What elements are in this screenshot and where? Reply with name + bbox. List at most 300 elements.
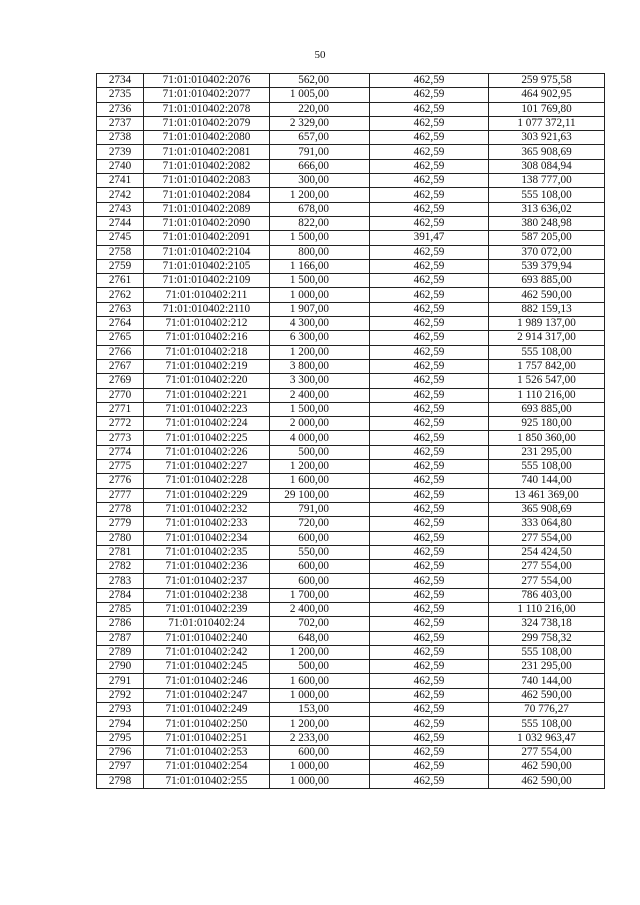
table-row	[97, 402, 605, 416]
area-cell: 791,00	[270, 502, 370, 516]
table-row	[97, 660, 605, 674]
cadastral-number-cell: 71:01:010402:2078	[144, 102, 270, 116]
cadastral-number-cell: 71:01:010402:233	[144, 517, 270, 531]
table-row	[97, 445, 605, 459]
total-value-cell: 259 975,58	[489, 74, 605, 88]
total-value-cell: 740 144,00	[489, 474, 605, 488]
row-number-cell: 2775	[97, 460, 144, 474]
cadastral-number-cell: 71:01:010402:226	[144, 445, 270, 459]
table-row	[97, 602, 605, 616]
table-row	[97, 131, 605, 145]
table-row	[97, 159, 605, 173]
area-cell: 500,00	[270, 660, 370, 674]
total-value-cell: 786 403,00	[489, 588, 605, 602]
row-number-cell: 2742	[97, 188, 144, 202]
total-value-cell: 380 248,98	[489, 216, 605, 230]
total-value-cell: 308 084,94	[489, 159, 605, 173]
table-body	[97, 74, 605, 789]
row-number-cell: 2743	[97, 202, 144, 216]
row-number-cell: 2794	[97, 717, 144, 731]
area-cell: 1 200,00	[270, 717, 370, 731]
total-value-cell: 1 989 137,00	[489, 317, 605, 331]
rate-cell: 462,59	[370, 88, 489, 102]
area-cell: 2 233,00	[270, 731, 370, 745]
total-value-cell: 303 921,63	[489, 131, 605, 145]
rate-cell: 462,59	[370, 688, 489, 702]
cadastral-number-cell: 71:01:010402:240	[144, 631, 270, 645]
rate-cell: 462,59	[370, 574, 489, 588]
cadastral-number-cell: 71:01:010402:237	[144, 574, 270, 588]
table-row	[97, 488, 605, 502]
area-cell: 2 329,00	[270, 116, 370, 130]
area-cell: 220,00	[270, 102, 370, 116]
cadastral-number-cell: 71:01:010402:2110	[144, 302, 270, 316]
table-row	[97, 731, 605, 745]
area-cell: 1 200,00	[270, 645, 370, 659]
total-value-cell: 462 590,00	[489, 774, 605, 788]
area-cell: 1 000,00	[270, 688, 370, 702]
table-row	[97, 574, 605, 588]
rate-cell: 462,59	[370, 131, 489, 145]
area-cell: 3 800,00	[270, 359, 370, 373]
area-cell: 600,00	[270, 531, 370, 545]
area-cell: 1 700,00	[270, 588, 370, 602]
area-cell: 1 000,00	[270, 774, 370, 788]
row-number-cell: 2758	[97, 245, 144, 259]
area-cell: 702,00	[270, 617, 370, 631]
cadastral-number-cell: 71:01:010402:2105	[144, 259, 270, 273]
row-number-cell: 2776	[97, 474, 144, 488]
row-number-cell: 2793	[97, 703, 144, 717]
table-row	[97, 703, 605, 717]
rate-cell: 462,59	[370, 588, 489, 602]
cadastral-number-cell: 71:01:010402:245	[144, 660, 270, 674]
area-cell: 1 500,00	[270, 274, 370, 288]
row-number-cell: 2764	[97, 317, 144, 331]
row-number-cell: 2782	[97, 560, 144, 574]
row-number-cell: 2787	[97, 631, 144, 645]
row-number-cell: 2736	[97, 102, 144, 116]
rate-cell: 462,59	[370, 674, 489, 688]
rate-cell: 462,59	[370, 259, 489, 273]
table-row	[97, 560, 605, 574]
cadastral-number-cell: 71:01:010402:239	[144, 602, 270, 616]
cadastral-number-cell: 71:01:010402:212	[144, 317, 270, 331]
total-value-cell: 925 180,00	[489, 417, 605, 431]
row-number-cell: 2738	[97, 131, 144, 145]
rate-cell: 462,59	[370, 502, 489, 516]
row-number-cell: 2734	[97, 74, 144, 88]
rate-cell: 462,59	[370, 116, 489, 130]
row-number-cell: 2740	[97, 159, 144, 173]
row-number-cell: 2765	[97, 331, 144, 345]
cadastral-number-cell: 71:01:010402:2082	[144, 159, 270, 173]
total-value-cell: 324 738,18	[489, 617, 605, 631]
cadastral-number-cell: 71:01:010402:211	[144, 288, 270, 302]
cadastral-number-cell: 71:01:010402:2109	[144, 274, 270, 288]
row-number-cell: 2771	[97, 402, 144, 416]
rate-cell: 462,59	[370, 531, 489, 545]
table-row	[97, 359, 605, 373]
area-cell: 648,00	[270, 631, 370, 645]
rate-cell: 462,59	[370, 245, 489, 259]
area-cell: 1 000,00	[270, 288, 370, 302]
cadastral-number-cell: 71:01:010402:220	[144, 374, 270, 388]
row-number-cell: 2741	[97, 174, 144, 188]
rate-cell: 462,59	[370, 159, 489, 173]
area-cell: 2 400,00	[270, 602, 370, 616]
table-row	[97, 502, 605, 516]
area-cell: 550,00	[270, 545, 370, 559]
area-cell: 720,00	[270, 517, 370, 531]
rate-cell: 462,59	[370, 631, 489, 645]
row-number-cell: 2786	[97, 617, 144, 631]
table-row	[97, 760, 605, 774]
rate-cell: 462,59	[370, 474, 489, 488]
total-value-cell: 555 108,00	[489, 645, 605, 659]
cadastral-value-table	[96, 73, 605, 789]
table-row	[97, 774, 605, 788]
row-number-cell: 2745	[97, 231, 144, 245]
total-value-cell: 277 554,00	[489, 531, 605, 545]
cadastral-number-cell: 71:01:010402:251	[144, 731, 270, 745]
row-number-cell: 2780	[97, 531, 144, 545]
total-value-cell: 693 885,00	[489, 274, 605, 288]
area-cell: 4 300,00	[270, 317, 370, 331]
rate-cell: 462,59	[370, 216, 489, 230]
table-row	[97, 174, 605, 188]
rate-cell: 462,59	[370, 731, 489, 745]
row-number-cell: 2796	[97, 745, 144, 759]
total-value-cell: 333 064,80	[489, 517, 605, 531]
table-row	[97, 417, 605, 431]
row-number-cell: 2789	[97, 645, 144, 659]
rate-cell: 462,59	[370, 302, 489, 316]
rate-cell: 462,59	[370, 202, 489, 216]
rate-cell: 462,59	[370, 660, 489, 674]
area-cell: 1 000,00	[270, 760, 370, 774]
row-number-cell: 2785	[97, 602, 144, 616]
area-cell: 1 200,00	[270, 188, 370, 202]
page-number: 50	[314, 49, 326, 61]
total-value-cell: 740 144,00	[489, 674, 605, 688]
area-cell: 300,00	[270, 174, 370, 188]
rate-cell: 462,59	[370, 359, 489, 373]
area-cell: 6 300,00	[270, 331, 370, 345]
total-value-cell: 138 777,00	[489, 174, 605, 188]
rate-cell: 462,59	[370, 331, 489, 345]
total-value-cell: 693 885,00	[489, 402, 605, 416]
table-row	[97, 674, 605, 688]
rate-cell: 462,59	[370, 388, 489, 402]
rate-cell: 462,59	[370, 317, 489, 331]
area-cell: 153,00	[270, 703, 370, 717]
row-number-cell: 2773	[97, 431, 144, 445]
rate-cell: 462,59	[370, 402, 489, 416]
row-number-cell: 2772	[97, 417, 144, 431]
area-cell: 600,00	[270, 574, 370, 588]
total-value-cell: 882 159,13	[489, 302, 605, 316]
cadastral-number-cell: 71:01:010402:218	[144, 345, 270, 359]
rate-cell: 462,59	[370, 345, 489, 359]
table-row	[97, 202, 605, 216]
cadastral-number-cell: 71:01:010402:250	[144, 717, 270, 731]
rate-cell: 462,59	[370, 145, 489, 159]
area-cell: 4 000,00	[270, 431, 370, 445]
area-cell: 822,00	[270, 216, 370, 230]
cadastral-number-cell: 71:01:010402:221	[144, 388, 270, 402]
cadastral-number-cell: 71:01:010402:246	[144, 674, 270, 688]
rate-cell: 462,59	[370, 417, 489, 431]
rate-cell: 391,47	[370, 231, 489, 245]
cadastral-number-cell: 71:01:010402:2076	[144, 74, 270, 88]
rate-cell: 462,59	[370, 74, 489, 88]
cadastral-number-cell: 71:01:010402:2081	[144, 145, 270, 159]
row-number-cell: 2763	[97, 302, 144, 316]
row-number-cell: 2795	[97, 731, 144, 745]
table-row	[97, 74, 605, 88]
cadastral-number-cell: 71:01:010402:232	[144, 502, 270, 516]
row-number-cell: 2739	[97, 145, 144, 159]
row-number-cell: 2790	[97, 660, 144, 674]
rate-cell: 462,59	[370, 745, 489, 759]
area-cell: 1 500,00	[270, 402, 370, 416]
row-number-cell: 2744	[97, 216, 144, 230]
area-cell: 1 005,00	[270, 88, 370, 102]
row-number-cell: 2762	[97, 288, 144, 302]
total-value-cell: 1 757 842,00	[489, 359, 605, 373]
area-cell: 1 600,00	[270, 474, 370, 488]
rate-cell: 462,59	[370, 602, 489, 616]
rate-cell: 462,59	[370, 431, 489, 445]
cadastral-number-cell: 71:01:010402:2084	[144, 188, 270, 202]
rate-cell: 462,59	[370, 517, 489, 531]
table-row	[97, 302, 605, 316]
row-number-cell: 2797	[97, 760, 144, 774]
total-value-cell: 370 072,00	[489, 245, 605, 259]
table-row	[97, 231, 605, 245]
total-value-cell: 462 590,00	[489, 288, 605, 302]
table-row	[97, 588, 605, 602]
total-value-cell: 2 914 317,00	[489, 331, 605, 345]
area-cell: 1 907,00	[270, 302, 370, 316]
row-number-cell: 2781	[97, 545, 144, 559]
area-cell: 29 100,00	[270, 488, 370, 502]
rate-cell: 462,59	[370, 460, 489, 474]
cadastral-number-cell: 71:01:010402:228	[144, 474, 270, 488]
rate-cell: 462,59	[370, 174, 489, 188]
cadastral-number-cell: 71:01:010402:2079	[144, 116, 270, 130]
total-value-cell: 299 758,32	[489, 631, 605, 645]
total-value-cell: 539 379,94	[489, 259, 605, 273]
cadastral-number-cell: 71:01:010402:229	[144, 488, 270, 502]
row-number-cell: 2798	[97, 774, 144, 788]
total-value-cell: 1 850 360,00	[489, 431, 605, 445]
area-cell: 2 400,00	[270, 388, 370, 402]
row-number-cell: 2735	[97, 88, 144, 102]
cadastral-number-cell: 71:01:010402:227	[144, 460, 270, 474]
area-cell: 2 000,00	[270, 417, 370, 431]
row-number-cell: 2779	[97, 517, 144, 531]
row-number-cell: 2784	[97, 588, 144, 602]
cadastral-number-cell: 71:01:010402:2080	[144, 131, 270, 145]
rate-cell: 462,59	[370, 645, 489, 659]
cadastral-number-cell: 71:01:010402:2090	[144, 216, 270, 230]
table-row	[97, 531, 605, 545]
row-number-cell: 2759	[97, 259, 144, 273]
rate-cell: 462,59	[370, 488, 489, 502]
row-number-cell: 2766	[97, 345, 144, 359]
total-value-cell: 462 590,00	[489, 688, 605, 702]
table-row	[97, 374, 605, 388]
rate-cell: 462,59	[370, 445, 489, 459]
cadastral-number-cell: 71:01:010402:238	[144, 588, 270, 602]
table-row	[97, 102, 605, 116]
total-value-cell: 462 590,00	[489, 760, 605, 774]
cadastral-number-cell: 71:01:010402:2083	[144, 174, 270, 188]
table-row	[97, 617, 605, 631]
cadastral-number-cell: 71:01:010402:225	[144, 431, 270, 445]
cadastral-number-cell: 71:01:010402:224	[144, 417, 270, 431]
cadastral-number-cell: 71:01:010402:2089	[144, 202, 270, 216]
rate-cell: 462,59	[370, 102, 489, 116]
total-value-cell: 365 908,69	[489, 145, 605, 159]
total-value-cell: 555 108,00	[489, 188, 605, 202]
rate-cell: 462,59	[370, 288, 489, 302]
table-row	[97, 317, 605, 331]
table-row	[97, 688, 605, 702]
area-cell: 1 600,00	[270, 674, 370, 688]
total-value-cell: 13 461 369,00	[489, 488, 605, 502]
rate-cell: 462,59	[370, 545, 489, 559]
row-number-cell: 2737	[97, 116, 144, 130]
area-cell: 800,00	[270, 245, 370, 259]
row-number-cell: 2791	[97, 674, 144, 688]
cadastral-number-cell: 71:01:010402:223	[144, 402, 270, 416]
total-value-cell: 70 776,27	[489, 703, 605, 717]
total-value-cell: 464 902,95	[489, 88, 605, 102]
cadastral-number-cell: 71:01:010402:2091	[144, 231, 270, 245]
rate-cell: 462,59	[370, 717, 489, 731]
area-cell: 1 166,00	[270, 259, 370, 273]
area-cell: 3 300,00	[270, 374, 370, 388]
table-row	[97, 645, 605, 659]
cadastral-number-cell: 71:01:010402:234	[144, 531, 270, 545]
rate-cell: 462,59	[370, 774, 489, 788]
total-value-cell: 313 636,02	[489, 202, 605, 216]
total-value-cell: 1 110 216,00	[489, 388, 605, 402]
row-number-cell: 2777	[97, 488, 144, 502]
area-cell: 1 200,00	[270, 345, 370, 359]
total-value-cell: 555 108,00	[489, 717, 605, 731]
table-row	[97, 145, 605, 159]
table-row	[97, 345, 605, 359]
total-value-cell: 365 908,69	[489, 502, 605, 516]
row-number-cell: 2783	[97, 574, 144, 588]
table-row	[97, 717, 605, 731]
cadastral-number-cell: 71:01:010402:253	[144, 745, 270, 759]
table-row	[97, 116, 605, 130]
rate-cell: 462,59	[370, 374, 489, 388]
rate-cell: 462,59	[370, 617, 489, 631]
table-row	[97, 188, 605, 202]
cadastral-number-cell: 71:01:010402:236	[144, 560, 270, 574]
rate-cell: 462,59	[370, 760, 489, 774]
table-row	[97, 88, 605, 102]
total-value-cell: 101 769,80	[489, 102, 605, 116]
row-number-cell: 2769	[97, 374, 144, 388]
cadastral-number-cell: 71:01:010402:247	[144, 688, 270, 702]
row-number-cell: 2761	[97, 274, 144, 288]
cadastral-number-cell: 71:01:010402:2077	[144, 88, 270, 102]
total-value-cell: 1 110 216,00	[489, 602, 605, 616]
cadastral-number-cell: 71:01:010402:2104	[144, 245, 270, 259]
cadastral-number-cell: 71:01:010402:216	[144, 331, 270, 345]
area-cell: 657,00	[270, 131, 370, 145]
total-value-cell: 277 554,00	[489, 560, 605, 574]
row-number-cell: 2778	[97, 502, 144, 516]
table-row	[97, 517, 605, 531]
table-row	[97, 460, 605, 474]
rate-cell: 462,59	[370, 703, 489, 717]
area-cell: 500,00	[270, 445, 370, 459]
area-cell: 600,00	[270, 560, 370, 574]
table-row	[97, 245, 605, 259]
area-cell: 562,00	[270, 74, 370, 88]
total-value-cell: 1 526 547,00	[489, 374, 605, 388]
cadastral-number-cell: 71:01:010402:219	[144, 359, 270, 373]
table-row	[97, 331, 605, 345]
area-cell: 1 500,00	[270, 231, 370, 245]
cadastral-number-cell: 71:01:010402:235	[144, 545, 270, 559]
cadastral-number-cell: 71:01:010402:254	[144, 760, 270, 774]
total-value-cell: 277 554,00	[489, 745, 605, 759]
cadastral-number-cell: 71:01:010402:242	[144, 645, 270, 659]
total-value-cell: 587 205,00	[489, 231, 605, 245]
area-cell: 1 200,00	[270, 460, 370, 474]
total-value-cell: 1 077 372,11	[489, 116, 605, 130]
cadastral-number-cell: 71:01:010402:255	[144, 774, 270, 788]
table-row	[97, 288, 605, 302]
total-value-cell: 231 295,00	[489, 660, 605, 674]
table-row	[97, 474, 605, 488]
area-cell: 791,00	[270, 145, 370, 159]
row-number-cell: 2767	[97, 359, 144, 373]
total-value-cell: 277 554,00	[489, 574, 605, 588]
table-row	[97, 431, 605, 445]
row-number-cell: 2792	[97, 688, 144, 702]
rate-cell: 462,59	[370, 274, 489, 288]
area-cell: 600,00	[270, 745, 370, 759]
total-value-cell: 231 295,00	[489, 445, 605, 459]
table-row	[97, 388, 605, 402]
rate-cell: 462,59	[370, 560, 489, 574]
cadastral-number-cell: 71:01:010402:24	[144, 617, 270, 631]
row-number-cell: 2774	[97, 445, 144, 459]
table-row	[97, 216, 605, 230]
rate-cell: 462,59	[370, 188, 489, 202]
table-row	[97, 631, 605, 645]
total-value-cell: 555 108,00	[489, 460, 605, 474]
row-number-cell: 2770	[97, 388, 144, 402]
area-cell: 678,00	[270, 202, 370, 216]
total-value-cell: 254 424,50	[489, 545, 605, 559]
table-row	[97, 745, 605, 759]
area-cell: 666,00	[270, 159, 370, 173]
table-row	[97, 545, 605, 559]
table-row	[97, 274, 605, 288]
cadastral-number-cell: 71:01:010402:249	[144, 703, 270, 717]
